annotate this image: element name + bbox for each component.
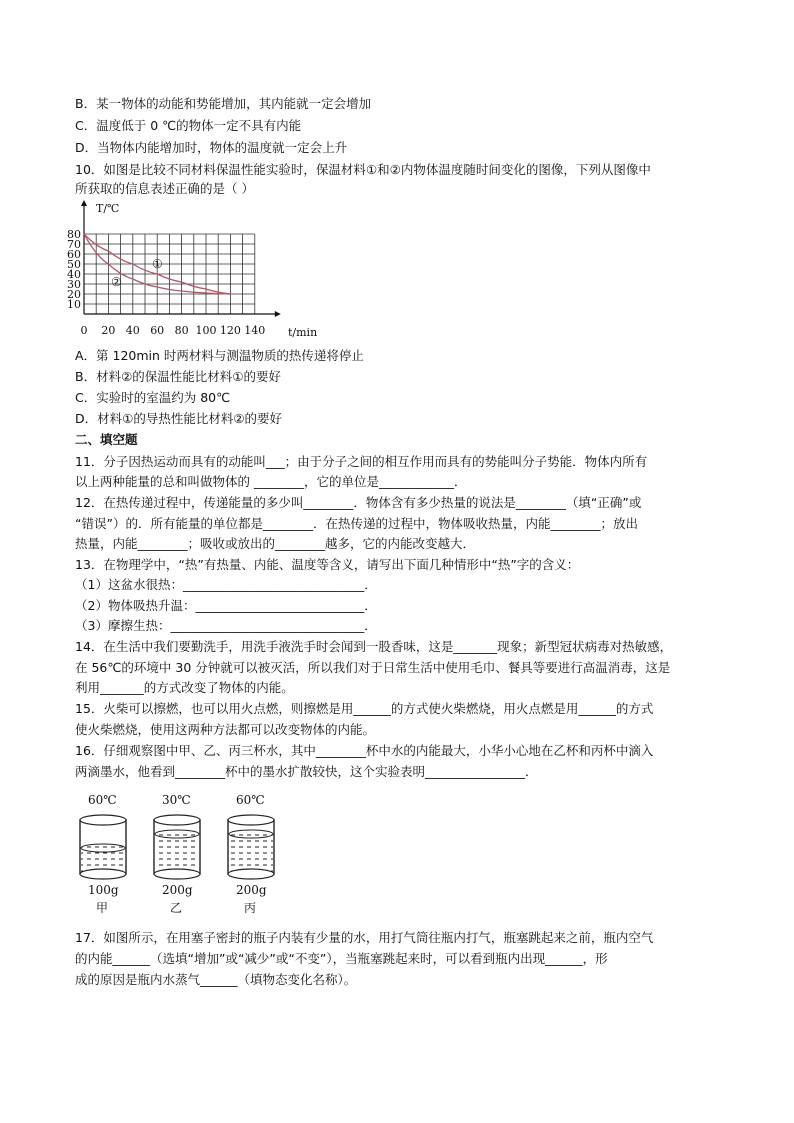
- y-tick-label: 50: [67, 258, 81, 271]
- x-tick-label: 40: [125, 324, 140, 337]
- question-17-line1: 17．如图所示，在用塞子密封的瓶子内装有少量的水，用打气筒往瓶内打气，瓶塞跳起来之前，瓶内空气: [75, 930, 654, 945]
- x-tick-label: 80: [174, 324, 189, 337]
- question-14-line1: 14．在生活中我们要勤洗手，用洗手液洗手时会闻到一股香味，这是_______现象；新型冠状病毒对热敏感，: [75, 639, 673, 654]
- beaker-yi-name: 乙: [170, 901, 183, 915]
- option-c-q9: C．温度低于 0 ℃的物体一定不具有内能: [75, 118, 302, 133]
- beaker-bing-mass: 200g: [236, 883, 267, 897]
- y-tick-label: 10: [67, 298, 81, 311]
- beaker-jia-name: 甲: [96, 901, 109, 915]
- question-15-line2: 使火柴燃烧，使用这两种方法都可以改变物体的内能。: [75, 722, 376, 737]
- option-c-q10: C．实验时的室温约为 80℃: [75, 390, 231, 405]
- x-tick-label: 60: [150, 324, 165, 337]
- y-axis-label: T/℃: [96, 202, 120, 215]
- beaker-bing-name: 丙: [244, 901, 257, 915]
- question-13-part2: （2）物体吸热升温：___________________________．: [75, 598, 377, 613]
- option-b-q9: B．某一物体的动能和势能增加，其内能就一定会增加: [75, 96, 372, 111]
- x-tick-label: 120: [219, 324, 241, 337]
- y-tick-label: 80: [67, 228, 81, 241]
- y-tick-label: 20: [67, 288, 81, 301]
- x-tick-label: 140: [244, 324, 266, 337]
- y-axis-arrow: [81, 200, 87, 206]
- x-tick-label: 20: [101, 324, 116, 337]
- question-12-line2: “错误”）的．所有能量的单位都是________．在热传递的过程中，物体吸收热量，内能________；放出: [75, 516, 638, 531]
- question-17-line2: 的内能______（选填“增加”或“减少”或“不变”），当瓶塞跳起来时，可以看到瓶内出现______，形: [75, 951, 608, 966]
- question-13-part1: （1）这盆水很热：_____________________________．: [75, 577, 377, 592]
- chart-grid: [84, 234, 255, 314]
- x-tick-label: 100: [195, 324, 217, 337]
- question-14-line3: 利用_______的方式改变了物体的内能。: [75, 680, 294, 695]
- x-axis-arrow: [275, 311, 281, 317]
- chart-axes: [81, 200, 281, 317]
- question-11-line1: 11．分子因热运动而具有的动能叫___；由于分子之间的相互作用而具有的势能叫分子势能．物体内所有: [75, 454, 648, 469]
- y-tick-label: 30: [67, 278, 81, 291]
- beaker-bing: [228, 793, 274, 915]
- question-12-line3: 热量，内能________；吸收或放出的________越多，它的内能改变越大．: [75, 536, 476, 551]
- beakers-figure: [70, 790, 290, 918]
- question-15-line1: 15．火柴可以擦燃，也可以用火点燃，则擦燃是用______的方式使火柴燃烧，用火点燃是用______的方式: [75, 701, 654, 716]
- option-b-q10: B．材料②的保温性能比材料①的要好: [75, 369, 281, 384]
- beaker-yi-mass: 200g: [162, 883, 193, 897]
- x-tick-label: 0: [80, 324, 88, 337]
- beaker-jia-temp: 60℃: [88, 793, 117, 807]
- question-12-line1: 12．在热传递过程中，传递能量的多少叫________．物体含有多少热量的说法是________（填“正确”或: [75, 495, 642, 510]
- y-tick-label: 40: [67, 268, 81, 281]
- beaker-bing-temp: 60℃: [236, 793, 265, 807]
- option-d-q9: D．当物体内能增加时，物体的温度就一定会上升: [75, 140, 348, 155]
- y-tick-label: 60: [67, 248, 81, 261]
- question-13-stem: 13．在物理学中，“热”有热量、内能、温度等含义，请写出下面几种情形中“热”字的含义：: [75, 557, 580, 572]
- beaker-yi-temp: 30℃: [162, 793, 191, 807]
- x-axis-label: t/min: [288, 326, 318, 339]
- section-heading-fill-in: 二、填空题: [75, 432, 138, 447]
- question-17-line3: 成的原因是瓶内水蒸气______（填物态变化名称）。: [75, 972, 357, 987]
- question-16-line1: 16．仔细观察图中甲、乙、丙三杯水，其中________杯中水的内能最大，小华小心地在乙杯和丙杯中滴入: [75, 743, 654, 758]
- beaker-jia: [80, 793, 126, 915]
- curve-label-1: ①: [152, 257, 163, 271]
- question-10-line2: 所获取的信息表述正确的是（ ）: [75, 181, 254, 196]
- question-11-line2: 以上两种能量的总和叫做物体的 ________，它的单位是____________．: [75, 474, 467, 489]
- y-tick-label: 70: [67, 238, 81, 251]
- question-16-line2: 两滴墨水，他看到________杯中的墨水扩散较快，这个实验表明________________．: [75, 764, 538, 779]
- question-10-line1: 10．如图是比较不同材料保温性能实验时，保温材料①和②内物体温度随时间变化的图像，下列从图像中: [75, 162, 651, 177]
- curve-label-2: ②: [111, 275, 122, 289]
- question-13-part3: （3）摩擦生热：_______________________________．: [75, 618, 377, 633]
- beaker-jia-mass: 100g: [88, 883, 119, 897]
- option-a-q10: A．第 120min 时两材料与测温物质的热传递将停止: [75, 348, 364, 363]
- option-d-q10: D．材料①的导热性能比材料②的要好: [75, 411, 283, 426]
- question-14-line2: 在 56℃的环境中 30 分钟就可以被灭活，所以我们对于日常生活中使用毛巾、餐具等要进行高温消毒，这是: [75, 660, 671, 675]
- temperature-time-chart: [66, 200, 336, 342]
- beaker-yi: [154, 793, 200, 915]
